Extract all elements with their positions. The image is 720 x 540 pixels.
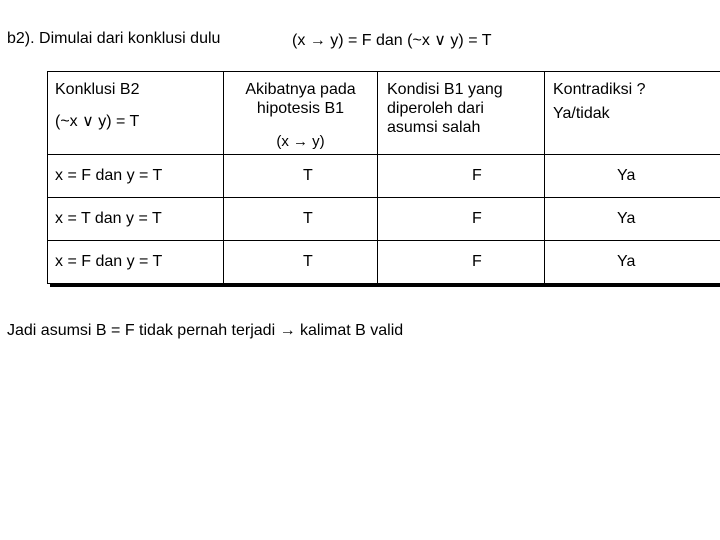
header-konklusi-title: Konklusi B2 bbox=[55, 81, 140, 98]
cell-asumsi: F bbox=[378, 155, 545, 198]
conclusion-after: kalimat B valid bbox=[295, 322, 404, 339]
cell-asumsi: F bbox=[378, 198, 545, 241]
cell-b1: T bbox=[224, 155, 378, 198]
header-konklusi-formula: (~x ∨ y) = T bbox=[55, 113, 140, 130]
header-akibat bbox=[224, 72, 378, 155]
conclusion-before: Jadi asumsi B = F tidak pernah terjadi bbox=[7, 322, 280, 339]
cell-kondisi: x = F dan y = T bbox=[48, 155, 224, 198]
truth-table bbox=[47, 71, 720, 284]
cell-kondisi: x = F dan y = T bbox=[48, 241, 224, 284]
slide-heading: b2). Dimulai dari konklusi dulu bbox=[7, 30, 221, 47]
header-kondisi-line2: diperoleh dari bbox=[387, 100, 484, 117]
cell-b1: T bbox=[224, 198, 378, 241]
table-row bbox=[48, 198, 720, 241]
header-kondisi bbox=[378, 72, 545, 155]
header-kondisi-line3: asumsi salah bbox=[387, 119, 481, 136]
header-kontradiksi-line2: Ya/tidak bbox=[553, 105, 610, 122]
table-row bbox=[48, 155, 720, 198]
given-formula: (x → y) = F dan (~x ∨ y) = T bbox=[292, 32, 492, 49]
header-konklusi bbox=[48, 72, 224, 155]
cell-asumsi: F bbox=[378, 241, 545, 284]
header-kontradiksi bbox=[545, 72, 720, 155]
cell-kontradiksi: Ya bbox=[545, 241, 720, 284]
header-kondisi-line1: Kondisi B1 yang bbox=[387, 81, 503, 98]
header-akibat-line1: Akibatnya pada bbox=[245, 81, 356, 98]
cell-kontradiksi: Ya bbox=[545, 155, 720, 198]
table-header-row bbox=[48, 72, 720, 155]
header-akibat-formula: (x → y) bbox=[276, 133, 325, 150]
table-row bbox=[48, 241, 720, 284]
conclusion-text bbox=[7, 322, 403, 340]
arrow-icon: → bbox=[279, 322, 296, 339]
cell-b1: T bbox=[224, 241, 378, 284]
cell-kontradiksi: Ya bbox=[545, 198, 720, 241]
cell-kondisi: x = T dan y = T bbox=[48, 198, 224, 241]
header-akibat-line2: hipotesis B1 bbox=[256, 100, 345, 117]
header-kontradiksi-line1: Kontradiksi ? bbox=[553, 81, 646, 98]
